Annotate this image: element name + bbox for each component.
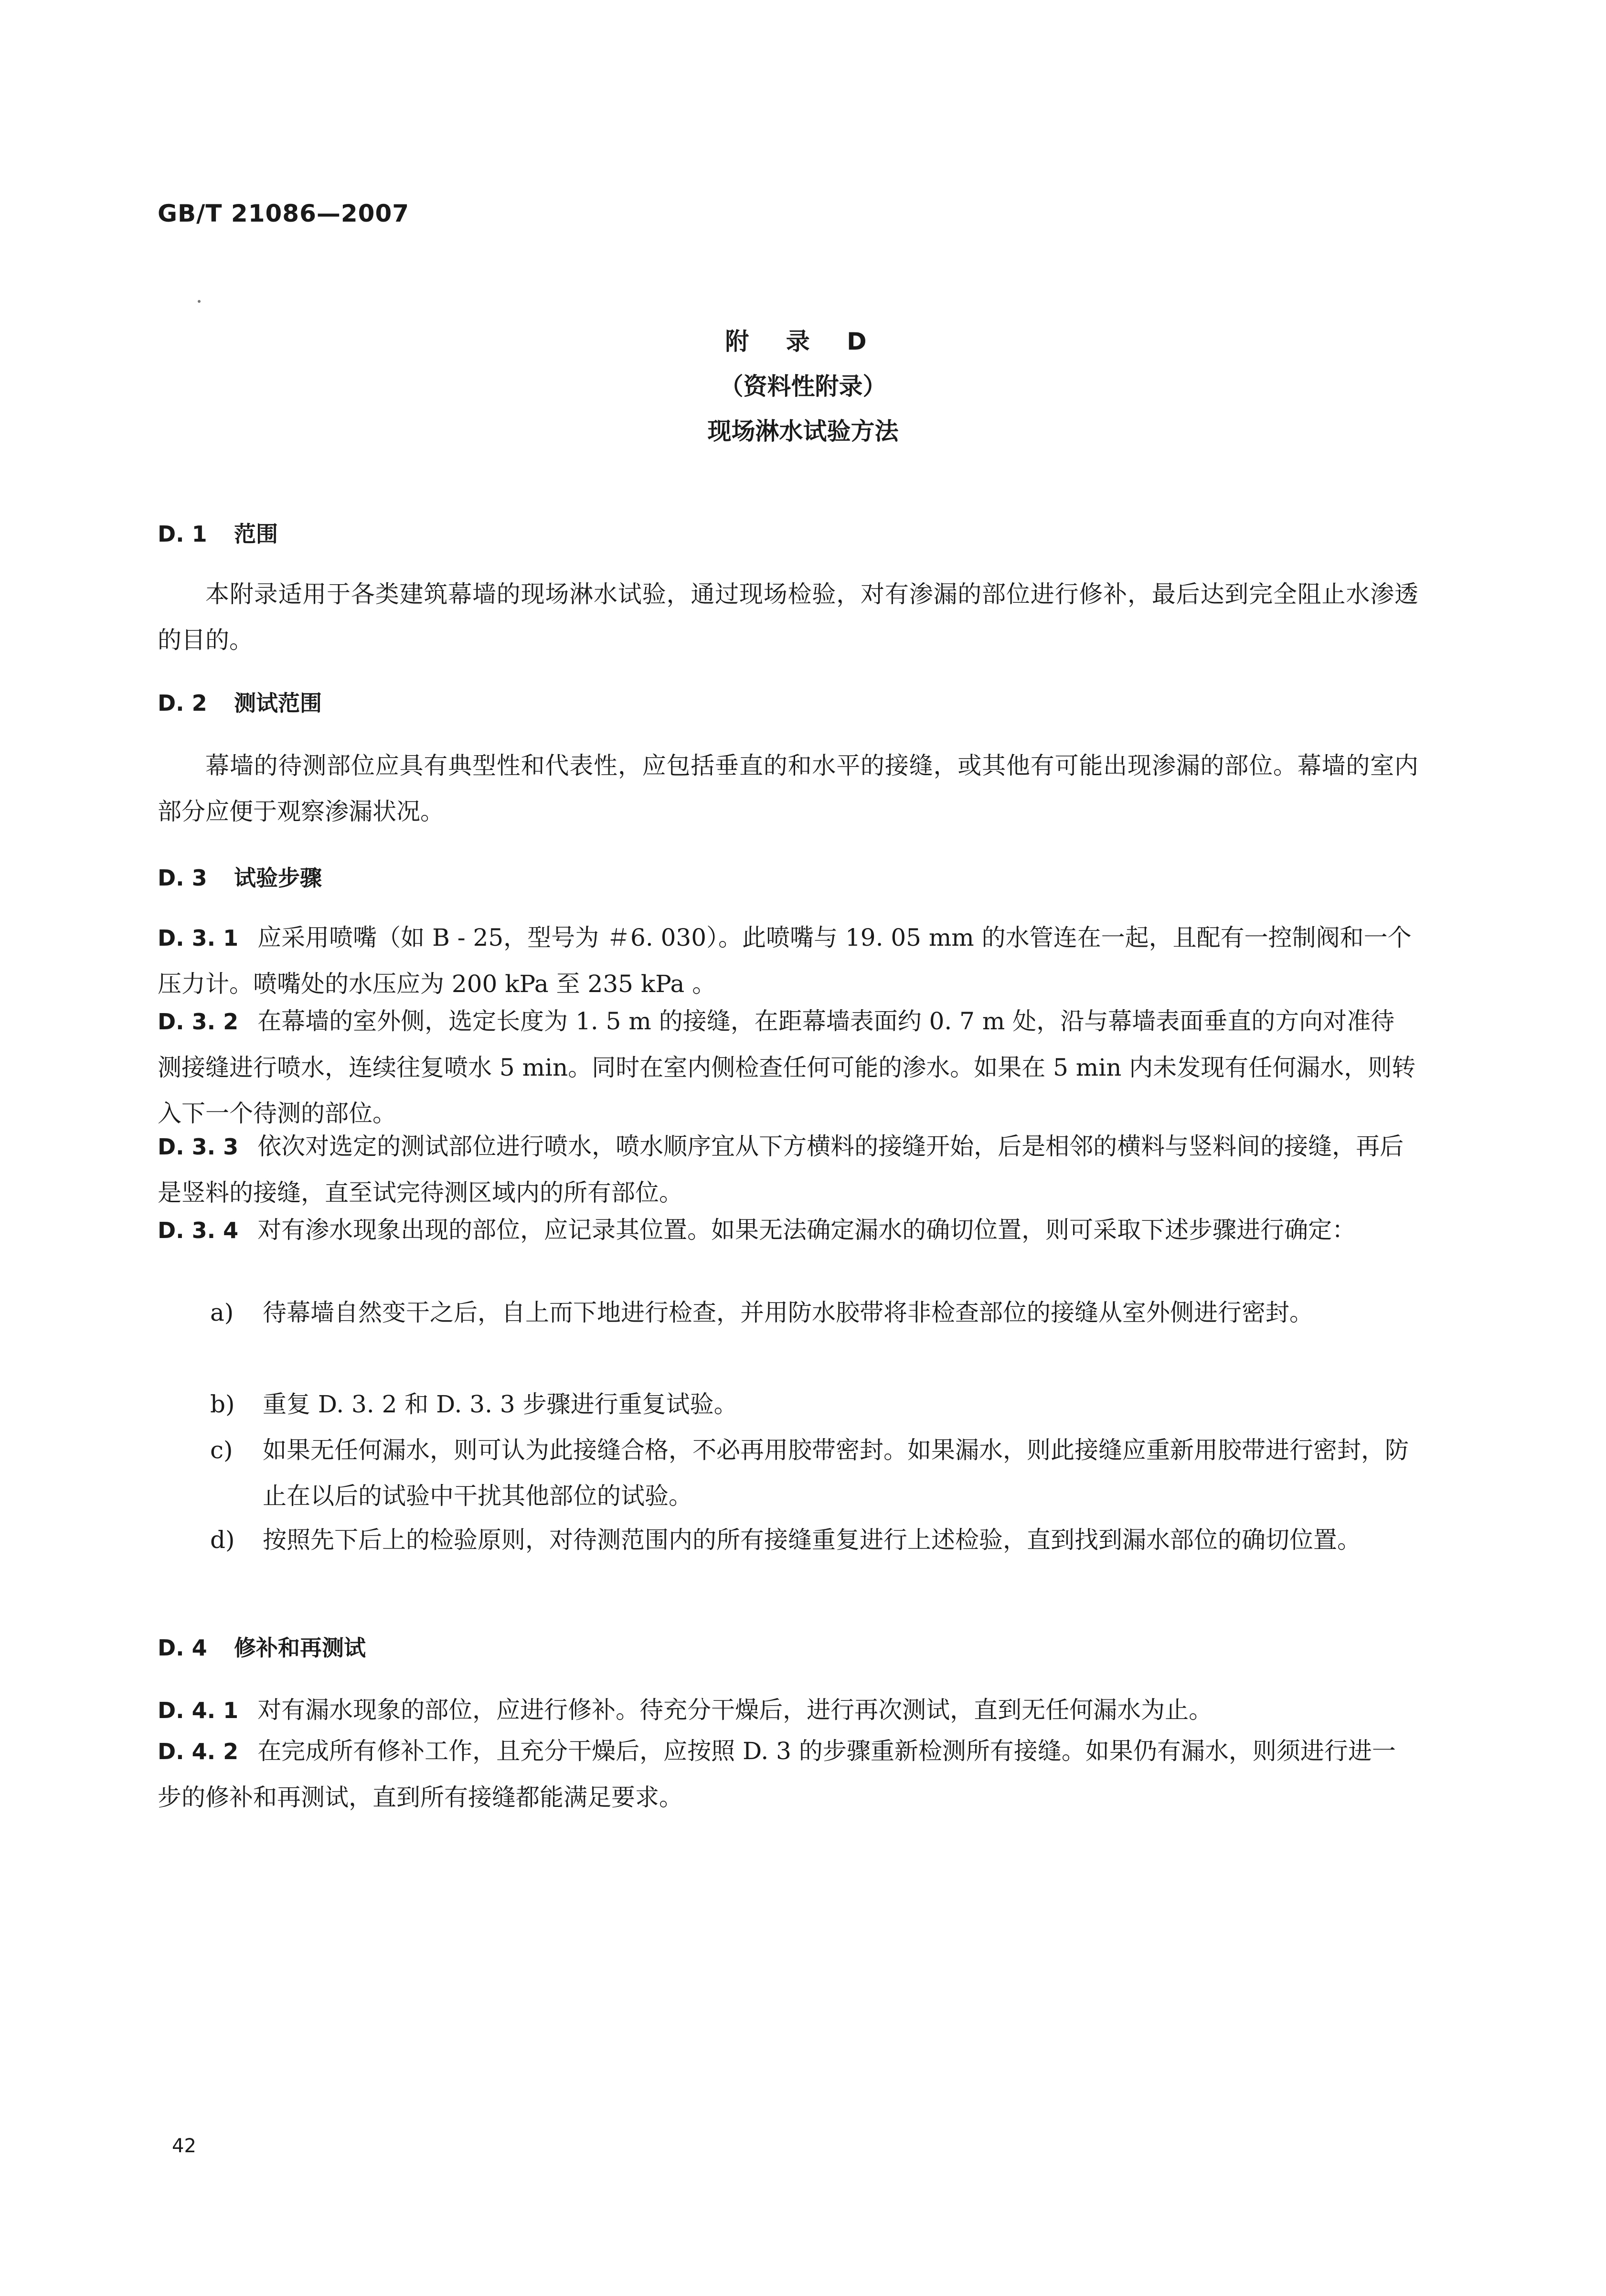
list-item-b (210, 1381, 1418, 1427)
appendix-label: 附 录 D (725, 328, 881, 355)
section-title: 修补和再测试 (234, 1635, 366, 1661)
section-heading-d4 (158, 1636, 366, 1660)
list-marker: a) (210, 1299, 234, 1326)
appendix-type: （资料性附录） (719, 373, 887, 400)
clause-d4-2 (158, 1728, 1418, 1820)
list-text: 按照先下后上的检验原则，对待测范围内的所有接缝重复进行上述检验，直到找到漏水部位的确切位置。 (263, 1526, 1361, 1554)
clause-d4-1 (158, 1687, 1418, 1733)
clause-text: 对有渗水现象出现的部位，应记录其位置。如果无法确定漏水的确切位置，则可采取下述步骤进行确定： (257, 1216, 1356, 1244)
clause-number: D. 3. 4 (158, 1217, 239, 1243)
page-number: 42 (172, 2135, 196, 2157)
list-item-a (210, 1290, 1418, 1335)
clause-d3-4 (158, 1207, 1418, 1253)
clause-number: D. 3. 1 (158, 925, 239, 951)
list-marker: d) (210, 1526, 235, 1554)
section-number: D. 2 (158, 690, 207, 716)
clause-number: D. 4. 2 (158, 1739, 239, 1764)
section-number: D. 1 (158, 521, 207, 547)
clause-text: 在完成所有修补工作，且充分干燥后，应按照 D. 3 的步骤重新检测所有接缝。如果仍有漏水，则须进行进一步的修补和再测试，直到所有接缝都能满足要求。 (158, 1737, 1396, 1811)
section-heading-d3 (158, 866, 322, 890)
standard-number: GB/T 21086—2007 (158, 200, 410, 227)
section-title: 试验步骤 (234, 865, 322, 891)
paragraph-d1: 本附录适用于各类建筑幕墙的现场淋水试验，通过现场检验，对有渗漏的部位进行修补，最后达到完全阻止水渗透的目的。 (158, 580, 1418, 654)
list-text: 待幕墙自然变干之后，自上而下地进行检查，并用防水胶带将非检查部位的接缝从室外侧进行密封。 (263, 1299, 1313, 1326)
list-marker: c) (210, 1436, 233, 1464)
clause-number: D. 3. 3 (158, 1134, 239, 1160)
clause-d3-3 (158, 1123, 1418, 1216)
appendix-name: 现场淋水试验方法 (707, 417, 899, 445)
clause-number: D. 4. 1 (158, 1698, 239, 1723)
clause-text: 在幕墙的室外侧，选定长度为 1. 5 m 的接缝，在距幕墙表面约 0. 7 m 处，沿与幕墙表面垂直的方向对准待测接缝进行喷水，连续往复喷水 5 min。同时在室内侧检查任何可能的渗水。如果在 5 min 内未发现有任何漏水，则转入下一个待测的部位。 (158, 1007, 1416, 1127)
appendix-title-block (0, 330, 1606, 464)
list-item-d (210, 1517, 1418, 1563)
clause-text: 依次对选定的测试部位进行喷水，喷水顺序宜从下方横料的接缝开始，后是相邻的横料与竖料间的接缝，再后是竖料的接缝，直至试完待测区域内的所有部位。 (158, 1132, 1404, 1207)
clause-number: D. 3. 2 (158, 1009, 239, 1035)
section-number: D. 4 (158, 1635, 207, 1661)
scan-speck (198, 300, 201, 303)
list-text: 重复 D. 3. 2 和 D. 3. 3 步骤进行重复试验。 (263, 1390, 738, 1418)
list-marker: b) (210, 1390, 235, 1418)
section-heading-d2 (158, 691, 322, 715)
section-title: 测试范围 (234, 690, 322, 716)
section-heading-d1 (158, 522, 278, 546)
paragraph-d2: 幕墙的待测部位应具有典型性和代表性，应包括垂直的和水平的接缝，或其他有可能出现渗漏的部位。幕墙的室内部分应便于观察渗漏状况。 (158, 752, 1418, 825)
clause-text: 对有漏水现象的部位，应进行修补。待充分干燥后，进行再次测试，直到无任何漏水为止。 (257, 1696, 1213, 1724)
list-item-c (210, 1427, 1418, 1519)
clause-text: 应采用喷嘴（如 B - 25，型号为 ＃6. 030）。此喷嘴与 19. 05 mm 的水管连在一起，且配有一控制阀和一个压力计。喷嘴处的水压应为 200 kPa 至 235 kPa 。 (158, 924, 1412, 998)
clause-d3-2 (158, 998, 1418, 1136)
section-number: D. 3 (158, 865, 207, 891)
section-title: 范围 (234, 521, 278, 547)
list-text: 如果无任何漏水，则可认为此接缝合格，不必再用胶带密封。如果漏水，则此接缝应重新用胶带进行密封，防止在以后的试验中干扰其他部位的试验。 (263, 1436, 1409, 1510)
clause-d3-1 (158, 915, 1418, 1007)
